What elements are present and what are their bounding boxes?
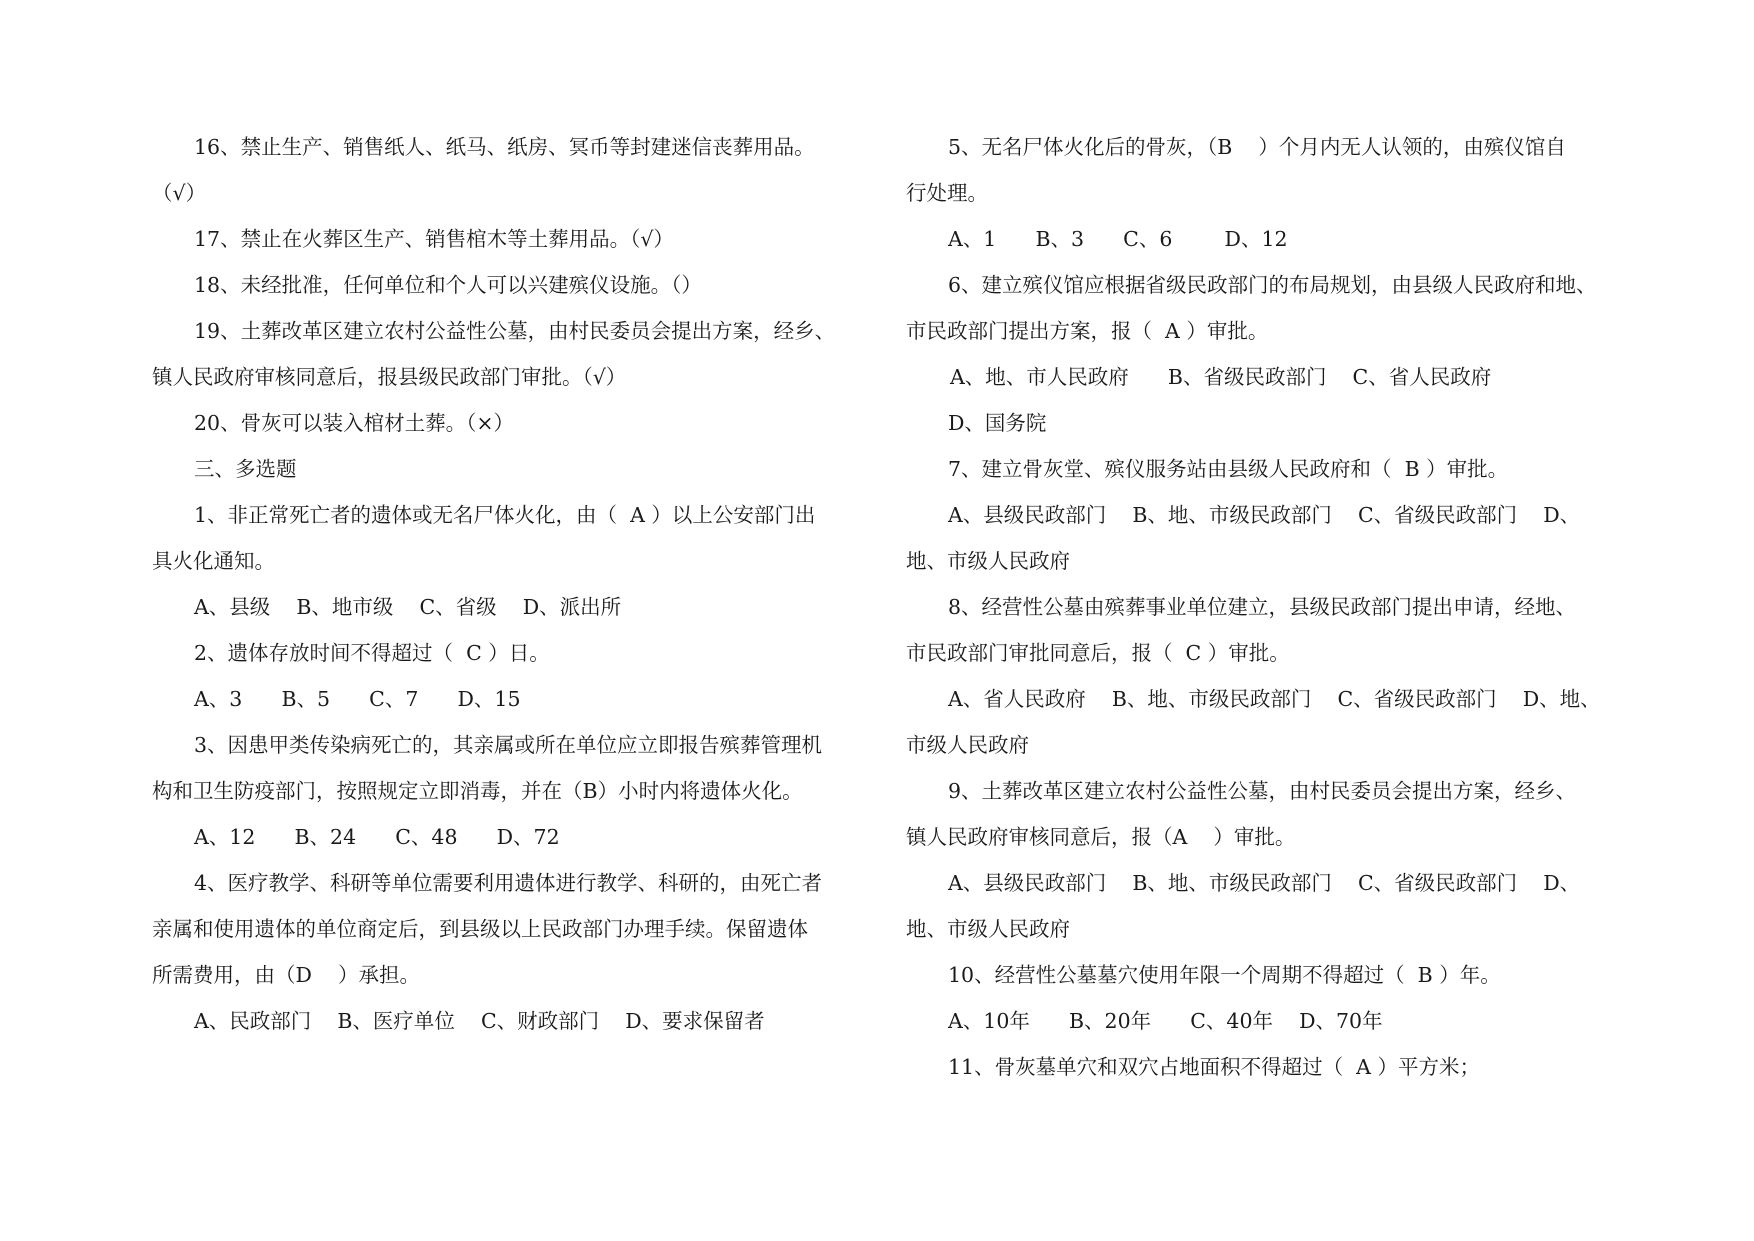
question-line: 构和卫生防疫部门，按照规定立即消毒，并在（B）小时内将遗体火化。 <box>152 779 803 803</box>
question-line: 9、土葬改革区建立农村公益性公墓，由村民委员会提出方案，经乡、 <box>948 779 1577 803</box>
question-line: 4、医疗教学、科研等单位需要利用遗体进行教学、科研的，由死亡者 <box>194 871 823 895</box>
options-line: A、1 B、3 C、6 D、12 <box>948 227 1288 251</box>
question-line: 市民政部门审批同意后，报（ C ）审批。 <box>906 641 1290 665</box>
question-line: 11、骨灰墓单穴和双穴占地面积不得超过（ A ）平方米； <box>948 1055 1480 1079</box>
options-line: A、省人民政府 B、地、市级民政部门 C、省级民政部门 D、地、 <box>948 687 1601 711</box>
question-line: 亲属和使用遗体的单位商定后，到县级以上民政部门办理手续。保留遗体 <box>152 917 808 941</box>
question-line: 镇人民政府审核同意后，报（A ）审批。 <box>906 825 1296 849</box>
right-column <box>906 127 1628 1093</box>
section-heading: 三、多选题 <box>194 457 297 481</box>
options-line: A、县级 B、地市级 C、省级 D、派出所 <box>194 595 622 619</box>
question-line: 6、建立殡仪馆应根据省级民政部门的布局规划，由县级人民政府和地、 <box>948 273 1597 297</box>
question-line: 7、建立骨灰堂、殡仪服务站由县级人民政府和（ B ）审批。 <box>948 457 1509 481</box>
question-line: （√） <box>152 181 207 205</box>
question-line: 20、骨灰可以装入棺材土葬。（×） <box>194 411 515 435</box>
question-line: 2、遗体存放时间不得超过（ C ）日。 <box>194 641 550 665</box>
question-line: 18、未经批准，任何单位和个人可以兴建殡仪设施。（） <box>194 273 702 297</box>
options-line: A、民政部门 B、医疗单位 C、财政部门 D、要求保留者 <box>194 1009 765 1033</box>
options-line: D、国务院 <box>948 411 1047 435</box>
question-line: 5、无名尸体火化后的骨灰，（B ）个月内无人认领的，由殡仪馆自 <box>948 135 1566 159</box>
options-line: A、县级民政部门 B、地、市级民政部门 C、省级民政部门 D、 <box>948 503 1581 527</box>
question-line: 19、土葬改革区建立农村公益性公墓，由村民委员会提出方案，经乡、 <box>194 319 836 343</box>
question-line: 10、经营性公墓墓穴使用年限一个周期不得超过（ B ）年。 <box>948 963 1501 987</box>
question-line: 镇人民政府审核同意后，报县级民政部门审批。（√） <box>152 365 627 389</box>
question-line: 17、禁止在火葬区生产、销售棺木等土葬用品。（√） <box>194 227 674 251</box>
question-line: 3、因患甲类传染病死亡的，其亲属或所在单位应立即报告殡葬管理机 <box>194 733 823 757</box>
options-line: A、3 B、5 C、7 D、15 <box>194 687 521 711</box>
left-column <box>152 127 867 1047</box>
question-line: 所需费用，由（D ）承担。 <box>152 963 421 987</box>
options-line: A、县级民政部门 B、地、市级民政部门 C、省级民政部门 D、 <box>948 871 1581 895</box>
options-line: A、10年 B、20年 C、40年 D、70年 <box>948 1009 1383 1033</box>
question-line: 1、非正常死亡者的遗体或无名尸体火化，由（ A ）以上公安部门出 <box>194 503 816 527</box>
question-line: 16、禁止生产、销售纸人、纸马、纸房、冥币等封建迷信丧葬用品。 <box>194 135 815 159</box>
question-line: 市民政部门提出方案，报（ A ）审批。 <box>906 319 1269 343</box>
options-line: 市级人民政府 <box>906 733 1029 757</box>
options-line: A、12 B、24 C、48 D、72 <box>194 825 560 849</box>
question-line: 8、经营性公墓由殡葬事业单位建立，县级民政部门提出申请，经地、 <box>948 595 1577 619</box>
question-line: 行处理。 <box>906 181 988 205</box>
options-line: 地、市级人民政府 <box>906 549 1070 573</box>
options-line: 地、市级人民政府 <box>906 917 1070 941</box>
question-line: 具火化通知。 <box>152 549 275 573</box>
options-line: A、地、市人民政府 B、省级民政部门 C、省人民政府 <box>950 365 1492 389</box>
